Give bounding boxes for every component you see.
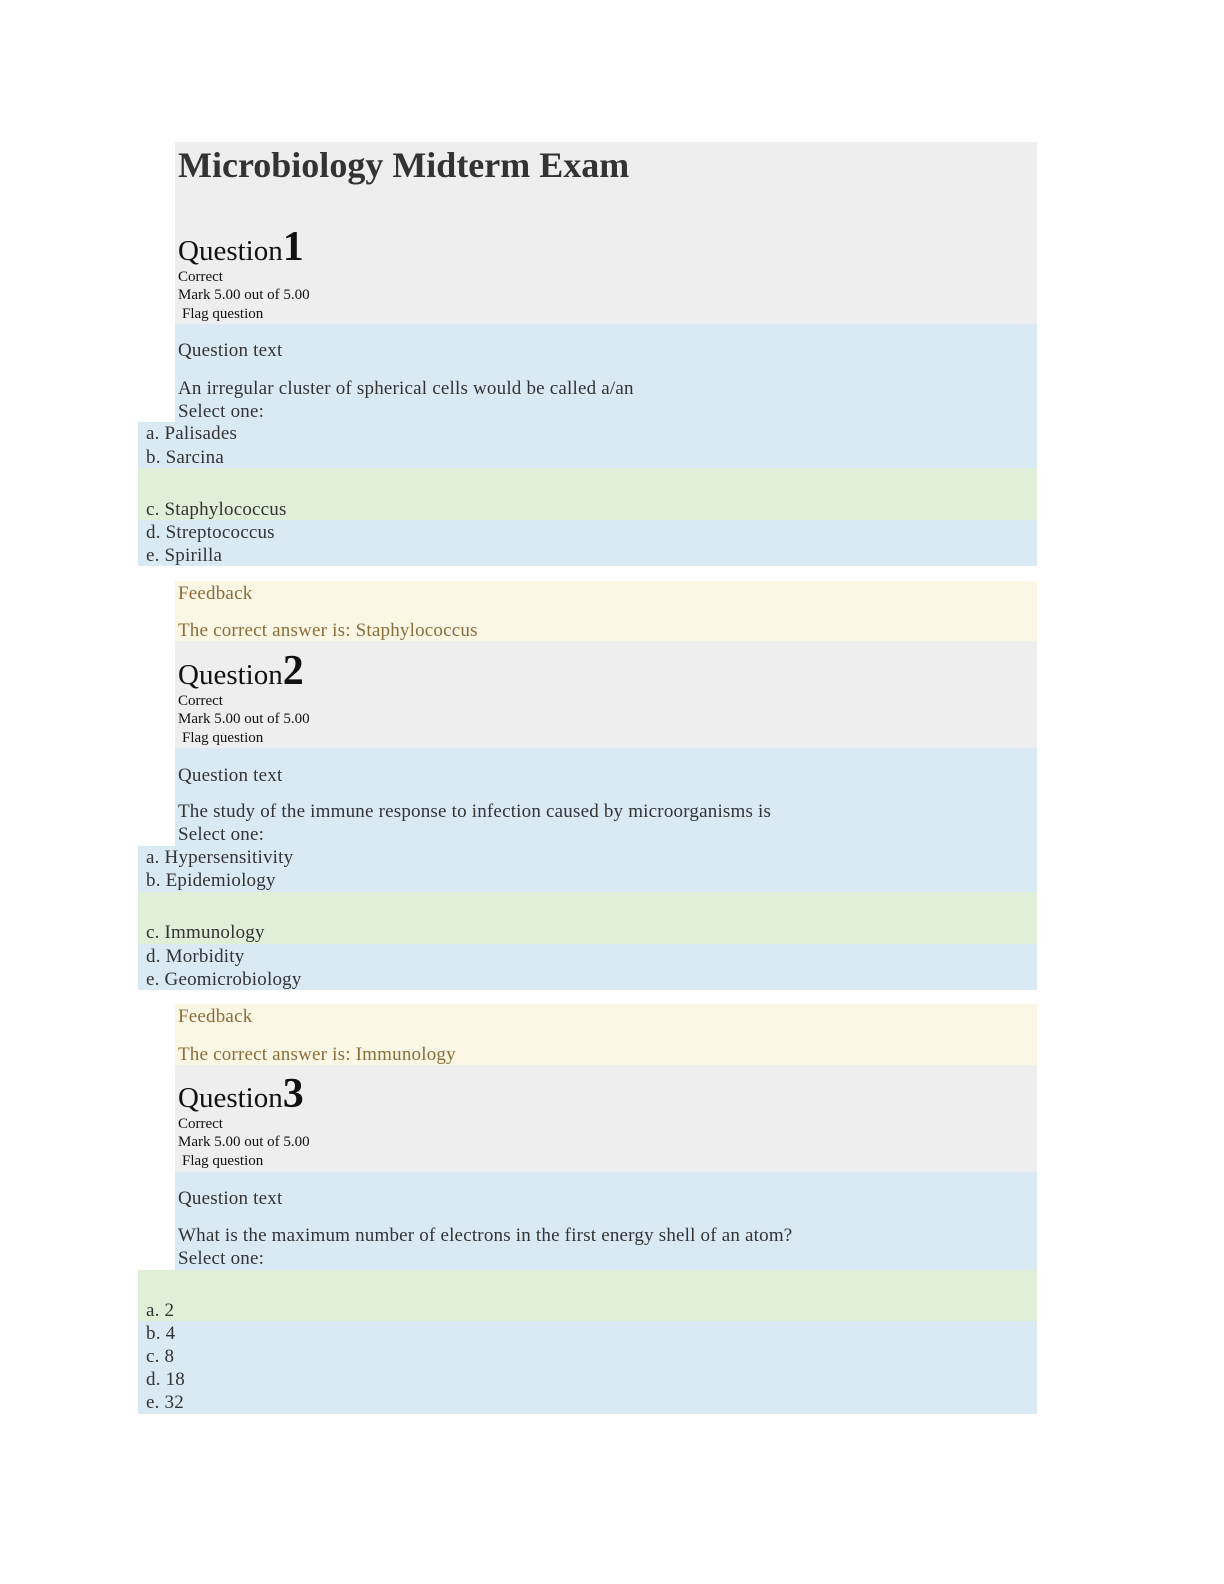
- question-1-mark: Mark 5.00 out of 5.00: [178, 287, 310, 303]
- question-word: Question: [178, 1082, 283, 1114]
- question-3-header-block: [175, 1065, 1037, 1172]
- question-2-text-heading: Question text: [178, 765, 283, 786]
- question-3-correct-option-highlight: [138, 1270, 1037, 1321]
- question-2-mark: Mark 5.00 out of 5.00: [178, 711, 310, 727]
- question-2-option-d[interactable]: d. Morbidity: [146, 946, 245, 967]
- question-1-text: An irregular cluster of spherical cells would be called a/an: [178, 378, 634, 399]
- question-1-text-heading: Question text: [178, 340, 283, 361]
- question-2-select-prompt: Select one:: [178, 824, 265, 845]
- question-3-select-prompt: Select one:: [178, 1248, 265, 1269]
- question-3-option-c[interactable]: c. 8: [146, 1346, 175, 1367]
- question-1-option-b[interactable]: b. Sarcina: [146, 447, 224, 468]
- question-2-header-block: [175, 641, 1037, 748]
- question-1-option-d[interactable]: d. Streptococcus: [146, 522, 275, 543]
- question-number: 3: [282, 1071, 304, 1117]
- question-2-option-c[interactable]: c. Immunology: [146, 922, 265, 943]
- question-3-option-b[interactable]: b. 4: [146, 1323, 176, 1344]
- question-2-option-b[interactable]: b. Epidemiology: [146, 870, 276, 891]
- question-number: 2: [282, 648, 304, 694]
- question-3-heading: [178, 1073, 304, 1115]
- question-3-option-d[interactable]: d. 18: [146, 1369, 185, 1390]
- question-2-flag-link[interactable]: Flag question: [182, 730, 264, 746]
- question-3-option-e[interactable]: e. 32: [146, 1392, 184, 1413]
- question-2-text-block: [175, 748, 1037, 846]
- question-1-state: Correct: [178, 269, 223, 285]
- question-2-feedback: The correct answer is: Immunology: [178, 1044, 456, 1065]
- question-2-option-e[interactable]: e. Geomicrobiology: [146, 969, 302, 990]
- question-2-state: Correct: [178, 693, 223, 709]
- question-2-correct-option-highlight: [138, 892, 1037, 944]
- question-1-select-prompt: Select one:: [178, 401, 265, 422]
- question-1-feedback: The correct answer is: Staphylococcus: [178, 620, 478, 641]
- question-3-text-heading: Question text: [178, 1188, 283, 1209]
- question-3-state: Correct: [178, 1116, 223, 1132]
- question-3-mark: Mark 5.00 out of 5.00: [178, 1134, 310, 1150]
- question-3-flag-link[interactable]: Flag question: [182, 1153, 264, 1169]
- question-1-feedback-heading: Feedback: [178, 583, 253, 604]
- question-3-text-block: [175, 1172, 1037, 1270]
- question-1-option-a[interactable]: a. Palisades: [146, 423, 238, 444]
- question-3-option-a[interactable]: a. 2: [146, 1300, 175, 1321]
- question-number: 1: [282, 224, 304, 270]
- question-2-feedback-heading: Feedback: [178, 1006, 253, 1027]
- question-1-option-c[interactable]: c. Staphylococcus: [146, 499, 287, 520]
- question-3-text: What is the maximum number of electrons in the first energy shell of an atom?: [178, 1225, 793, 1246]
- question-2-heading: [178, 650, 304, 692]
- question-2-text: The study of the immune response to infection caused by microorganisms is: [178, 801, 772, 822]
- question-1-flag-link[interactable]: Flag question: [182, 306, 264, 322]
- question-1-heading: [178, 226, 304, 268]
- page-title: Microbiology Midterm Exam: [178, 145, 630, 185]
- question-word: Question: [178, 659, 283, 691]
- question-1-text-block: [175, 324, 1037, 422]
- question-2-option-a[interactable]: a. Hypersensitivity: [146, 847, 294, 868]
- question-1-option-e[interactable]: e. Spirilla: [146, 545, 223, 566]
- question-word: Question: [178, 235, 283, 267]
